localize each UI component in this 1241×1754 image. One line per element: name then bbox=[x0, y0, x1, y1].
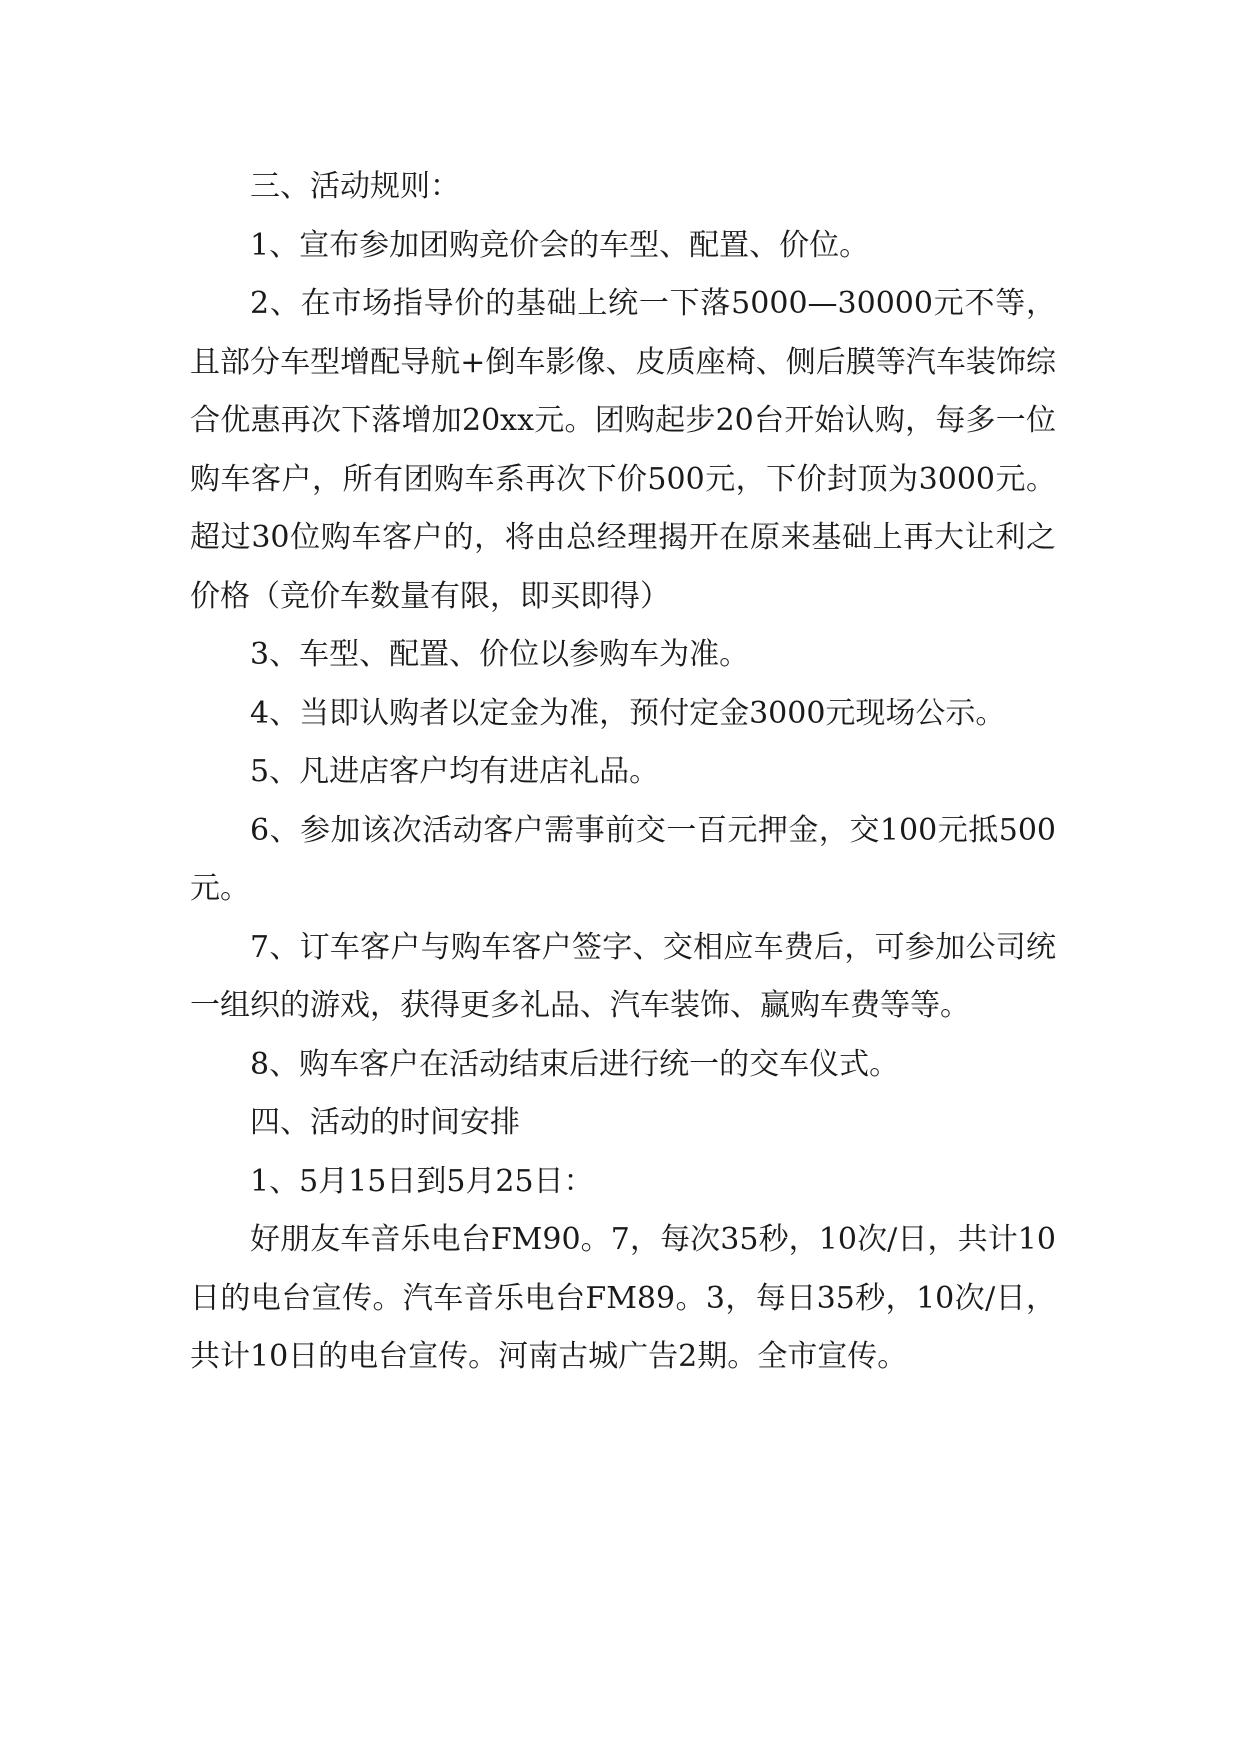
rule-item-5: 5、凡进店客户均有进店礼品。 bbox=[250, 754, 660, 789]
schedule-item-1: 1、5月15日到5月25日： bbox=[250, 1163, 594, 1199]
rule-item-4: 4、当即认购者以定金为准，预付定金3000元现场公示。 bbox=[250, 695, 1006, 731]
rule-item-1: 1、宣布参加团购竞价会的车型、配置、价位。 bbox=[250, 227, 870, 263]
document-body bbox=[190, 158, 1056, 1387]
rule-item-7: 7、订车客户与购车客户签字、交相应车费后，可参加公司统一组织的游戏，获得更多礼品、汽车装饰、赢购车费等等。 bbox=[190, 929, 1056, 1023]
rule-item-6: 6、参加该次活动客户需事前交一百元押金，交100元抵500元。 bbox=[190, 812, 1056, 906]
rule-item-8: 8、购车客户在活动结束后进行统一的交车仪式。 bbox=[250, 1046, 900, 1082]
section-heading-rules: 三、活动规则： bbox=[250, 169, 460, 204]
schedule-detail: 好朋友车音乐电台FM90。7，每次35秒，10次/日，共计10日的电台宣传。汽车音乐电台FM89。3，每日35秒，10次/日，共计10日的电台宣传。河南古城广告2期。全市宣传。 bbox=[190, 1222, 1056, 1374]
section-heading-schedule: 四、活动的时间安排 bbox=[250, 1105, 520, 1140]
rule-item-2: 2、在市场指导价的基础上统一下落5000—30000元不等，且部分车型增配导航+倒车影像、皮质座椅、侧后膜等汽车装饰综合优惠再次下落增加20xx元。团购起步20台开始认购，每多一位购车客户，所有团购车系再次下价500元，下价封顶为3000元。超过30位购车客户的，将由总经理揭开在原来基础上再大让利之价格（竞价车数量有限，即买即得） bbox=[190, 286, 1056, 614]
rule-item-3: 3、车型、配置、价位以参购车为准。 bbox=[250, 637, 750, 672]
